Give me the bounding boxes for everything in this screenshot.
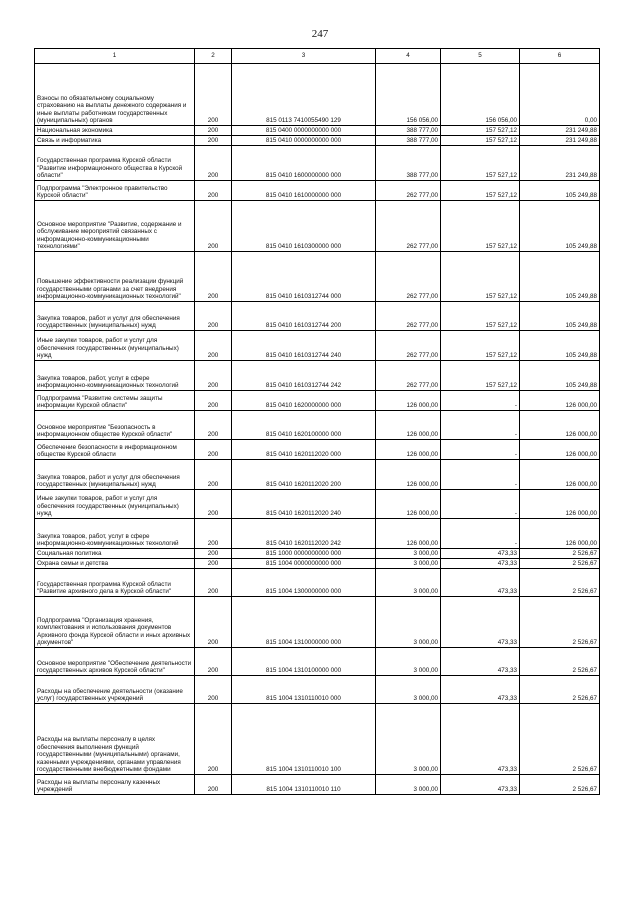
row-remaining-cell: 2 526,67	[520, 549, 600, 559]
row-approved-cell: 126 000,00	[376, 411, 441, 440]
row-approved-cell: 3 000,00	[376, 597, 441, 648]
table-row	[35, 391, 600, 411]
row-executed-cell: -	[441, 460, 520, 490]
row-executed-cell: -	[441, 490, 520, 519]
row-remaining-cell: 126 000,00	[520, 440, 600, 460]
row-name-cell: Основное мероприятие "Развитие, содержание и обслуживание мероприятий связанных с информационно-коммуникационными технологиями"	[35, 201, 195, 252]
row-grbs-cell: 200	[195, 391, 232, 411]
row-approved-cell: 3 000,00	[376, 559, 441, 569]
row-remaining-cell: 231 249,88	[520, 146, 600, 181]
row-name-cell: Закупка товаров, работ и услуг для обеспечения государственных (муниципальных) нужд	[35, 460, 195, 490]
table-row	[35, 597, 600, 648]
row-approved-cell: 156 056,00	[376, 64, 441, 126]
row-code-cell: 815 1004 1300000000 000	[232, 569, 376, 597]
row-executed-cell: -	[441, 440, 520, 460]
row-name-cell: Охрана семьи и детства	[35, 559, 195, 569]
row-grbs-cell: 200	[195, 181, 232, 201]
row-remaining-cell: 126 000,00	[520, 411, 600, 440]
row-code-cell: 815 0410 1610300000 000	[232, 201, 376, 252]
page-number: 247	[311, 28, 329, 40]
row-code-cell: 815 1004 1310000000 000	[232, 597, 376, 648]
row-grbs-cell: 200	[195, 775, 232, 795]
row-executed-cell: 157 527,12	[441, 331, 520, 361]
row-name-cell: Национальная экономика	[35, 126, 195, 136]
row-grbs-cell: 200	[195, 361, 232, 391]
row-approved-cell: 388 777,00	[376, 146, 441, 181]
row-remaining-cell: 2 526,67	[520, 569, 600, 597]
row-approved-cell: 3 000,00	[376, 569, 441, 597]
row-code-cell: 815 0410 1620112020 240	[232, 490, 376, 519]
row-name-cell: Расходы на выплаты персоналу казенных учреждений	[35, 775, 195, 795]
row-executed-cell: 157 527,12	[441, 302, 520, 331]
row-executed-cell: 473,33	[441, 549, 520, 559]
row-name-cell: Закупка товаров, работ и услуг для обеспечения государственных (муниципальных) нужд	[35, 302, 195, 331]
row-executed-cell: 473,33	[441, 569, 520, 597]
table-row	[35, 440, 600, 460]
row-executed-cell: 473,33	[441, 559, 520, 569]
row-approved-cell: 262 777,00	[376, 331, 441, 361]
table-row	[35, 519, 600, 549]
row-name-cell: Государственная программа Курской области "Развитие архивного дела в Курской области"	[35, 569, 195, 597]
row-approved-cell: 388 777,00	[376, 126, 441, 136]
row-name-cell: Обеспечение безопасности в информационном обществе Курской области	[35, 440, 195, 460]
row-grbs-cell: 200	[195, 648, 232, 676]
row-grbs-cell: 200	[195, 252, 232, 302]
row-code-cell: 815 0410 1620100000 000	[232, 411, 376, 440]
header-col-4: 4	[376, 49, 441, 64]
row-name-cell: Связь и информатика	[35, 136, 195, 146]
row-name-cell: Закупка товаров, работ, услуг в сфере информационно-коммуникационных технологий	[35, 361, 195, 391]
row-name-cell: Иные закупки товаров, работ и услуг для обеспечения государственных (муниципальных) нужд	[35, 490, 195, 519]
row-grbs-cell: 200	[195, 559, 232, 569]
row-code-cell: 815 0410 1620112020 000	[232, 440, 376, 460]
table-row	[35, 411, 600, 440]
row-code-cell: 815 0410 0000000000 000	[232, 136, 376, 146]
row-code-cell: 815 1004 1310110010 110	[232, 775, 376, 795]
row-approved-cell: 262 777,00	[376, 361, 441, 391]
row-name-cell: Закупка товаров, работ, услуг в сфере информационно-коммуникационных технологий	[35, 519, 195, 549]
budget-execution-table	[34, 48, 600, 795]
header-col-5: 5	[441, 49, 520, 64]
row-code-cell: 815 0400 0000000000 000	[232, 126, 376, 136]
row-executed-cell: 157 527,12	[441, 201, 520, 252]
row-name-cell: Подпрограмма "Организация хранения, комплектования и использования документов Архивного фонда Курской области и иных архивных документов"	[35, 597, 195, 648]
header-col-6: 6	[520, 49, 600, 64]
table-row	[35, 64, 600, 126]
row-executed-cell: 157 527,12	[441, 252, 520, 302]
row-remaining-cell: 2 526,67	[520, 676, 600, 704]
row-remaining-cell: 126 000,00	[520, 519, 600, 549]
row-code-cell: 815 0113 7410055490 129	[232, 64, 376, 126]
row-code-cell: 815 1004 1310100000 000	[232, 648, 376, 676]
row-grbs-cell: 200	[195, 146, 232, 181]
row-remaining-cell: 105 249,88	[520, 331, 600, 361]
row-approved-cell: 126 000,00	[376, 440, 441, 460]
table-row	[35, 775, 600, 795]
row-grbs-cell: 200	[195, 411, 232, 440]
row-name-cell: Подпрограмма "Электронное правительство Курской области"	[35, 181, 195, 201]
row-grbs-cell: 200	[195, 64, 232, 126]
row-code-cell: 815 0410 1610000000 000	[232, 181, 376, 201]
row-grbs-cell: 200	[195, 676, 232, 704]
row-code-cell: 815 0410 1620112020 242	[232, 519, 376, 549]
table-row	[35, 569, 600, 597]
row-approved-cell: 262 777,00	[376, 201, 441, 252]
header-col-3: 3	[232, 49, 376, 64]
row-grbs-cell: 200	[195, 440, 232, 460]
row-code-cell: 815 0410 1610312744 240	[232, 331, 376, 361]
row-grbs-cell: 200	[195, 490, 232, 519]
row-name-cell: Социальная политика	[35, 549, 195, 559]
table-row	[35, 460, 600, 490]
row-remaining-cell: 126 000,00	[520, 460, 600, 490]
row-name-cell: Повышение эффективности реализации функций государственными органами за счет внедрения информационно-коммуникационных технологий"	[35, 252, 195, 302]
row-name-cell: Расходы на обеспечение деятельности (оказание услуг) государственных учреждений	[35, 676, 195, 704]
row-remaining-cell: 126 000,00	[520, 391, 600, 411]
row-grbs-cell: 200	[195, 331, 232, 361]
row-remaining-cell: 2 526,67	[520, 559, 600, 569]
row-approved-cell: 3 000,00	[376, 775, 441, 795]
table-row	[35, 126, 600, 136]
row-executed-cell: 157 527,12	[441, 181, 520, 201]
table-row	[35, 201, 600, 252]
row-grbs-cell: 200	[195, 302, 232, 331]
row-remaining-cell: 0,00	[520, 64, 600, 126]
row-executed-cell: 157 527,12	[441, 126, 520, 136]
table-row	[35, 648, 600, 676]
row-code-cell: 815 1004 0000000000 000	[232, 559, 376, 569]
row-remaining-cell: 105 249,88	[520, 361, 600, 391]
row-code-cell: 815 1000 0000000000 000	[232, 549, 376, 559]
table-row	[35, 559, 600, 569]
row-name-cell: Расходы на выплаты персоналу в целях обеспечения выполнения функций государственными (муниципальными) органами, казенными учреждениями, органами управления государственными внебюджетными фондами	[35, 704, 195, 775]
row-approved-cell: 3 000,00	[376, 676, 441, 704]
header-row	[35, 49, 600, 64]
row-grbs-cell: 200	[195, 704, 232, 775]
row-grbs-cell: 200	[195, 201, 232, 252]
row-approved-cell: 3 000,00	[376, 648, 441, 676]
row-code-cell: 815 1004 1310110010 000	[232, 676, 376, 704]
row-grbs-cell: 200	[195, 597, 232, 648]
table-row	[35, 146, 600, 181]
table-row	[35, 302, 600, 331]
row-executed-cell: 473,33	[441, 597, 520, 648]
header-col-1: 1	[35, 49, 195, 64]
row-name-cell: Иные закупки товаров, работ и услуг для обеспечения государственных (муниципальных) нужд	[35, 331, 195, 361]
table-row	[35, 252, 600, 302]
row-executed-cell: 157 527,12	[441, 136, 520, 146]
row-code-cell: 815 0410 1610312744 242	[232, 361, 376, 391]
table-row	[35, 549, 600, 559]
row-grbs-cell: 200	[195, 519, 232, 549]
row-approved-cell: 126 000,00	[376, 460, 441, 490]
row-executed-cell: -	[441, 519, 520, 549]
row-remaining-cell: 105 249,88	[520, 302, 600, 331]
row-name-cell: Государственная программа Курской области "Развитие информационного общества в Курской области"	[35, 146, 195, 181]
row-grbs-cell: 200	[195, 136, 232, 146]
row-executed-cell: 473,33	[441, 676, 520, 704]
row-remaining-cell: 2 526,67	[520, 597, 600, 648]
row-remaining-cell: 105 249,88	[520, 201, 600, 252]
table-row	[35, 136, 600, 146]
row-code-cell: 815 1004 1310110010 100	[232, 704, 376, 775]
row-remaining-cell: 2 526,67	[520, 648, 600, 676]
row-approved-cell: 388 777,00	[376, 136, 441, 146]
row-grbs-cell: 200	[195, 460, 232, 490]
row-remaining-cell: 2 526,67	[520, 775, 600, 795]
row-name-cell: Основное мероприятие "Обеспечение деятельности государственных архивов Курской области"	[35, 648, 195, 676]
row-remaining-cell: 126 000,00	[520, 490, 600, 519]
row-approved-cell: 126 000,00	[376, 490, 441, 519]
table-row	[35, 181, 600, 201]
row-name-cell: Подпрограмма "Развитие системы защиты информации Курской области"	[35, 391, 195, 411]
row-name-cell: Взносы по обязательному социальному страхованию на выплаты денежного содержания и иные выплаты работникам государственных (муниципальных) органов	[35, 64, 195, 126]
table-row	[35, 361, 600, 391]
row-approved-cell: 126 000,00	[376, 519, 441, 549]
row-approved-cell: 262 777,00	[376, 181, 441, 201]
row-grbs-cell: 200	[195, 569, 232, 597]
row-approved-cell: 3 000,00	[376, 549, 441, 559]
row-executed-cell: 157 527,12	[441, 146, 520, 181]
row-remaining-cell: 2 526,67	[520, 704, 600, 775]
row-approved-cell: 3 000,00	[376, 704, 441, 775]
header-col-2: 2	[195, 49, 232, 64]
row-executed-cell: 157 527,12	[441, 361, 520, 391]
row-grbs-cell: 200	[195, 126, 232, 136]
row-grbs-cell: 200	[195, 549, 232, 559]
row-executed-cell: 156 056,00	[441, 64, 520, 126]
table-row	[35, 331, 600, 361]
row-remaining-cell: 105 249,88	[520, 181, 600, 201]
row-executed-cell: 473,33	[441, 704, 520, 775]
row-code-cell: 815 0410 1620112020 200	[232, 460, 376, 490]
row-approved-cell: 262 777,00	[376, 252, 441, 302]
row-name-cell: Основное мероприятие "Безопасность в информационном обществе Курской области"	[35, 411, 195, 440]
row-executed-cell: -	[441, 411, 520, 440]
row-executed-cell: 473,33	[441, 775, 520, 795]
row-approved-cell: 126 000,00	[376, 391, 441, 411]
row-code-cell: 815 0410 1610312744 200	[232, 302, 376, 331]
table-row	[35, 676, 600, 704]
row-code-cell: 815 0410 1600000000 000	[232, 146, 376, 181]
row-code-cell: 815 0410 1610312744 000	[232, 252, 376, 302]
table-body	[35, 64, 600, 795]
row-code-cell: 815 0410 1620000000 000	[232, 391, 376, 411]
table-row	[35, 704, 600, 775]
row-approved-cell: 262 777,00	[376, 302, 441, 331]
row-executed-cell: -	[441, 391, 520, 411]
row-executed-cell: 473,33	[441, 648, 520, 676]
table-row	[35, 490, 600, 519]
row-remaining-cell: 231 249,88	[520, 126, 600, 136]
row-remaining-cell: 231 249,88	[520, 136, 600, 146]
row-remaining-cell: 105 249,88	[520, 252, 600, 302]
